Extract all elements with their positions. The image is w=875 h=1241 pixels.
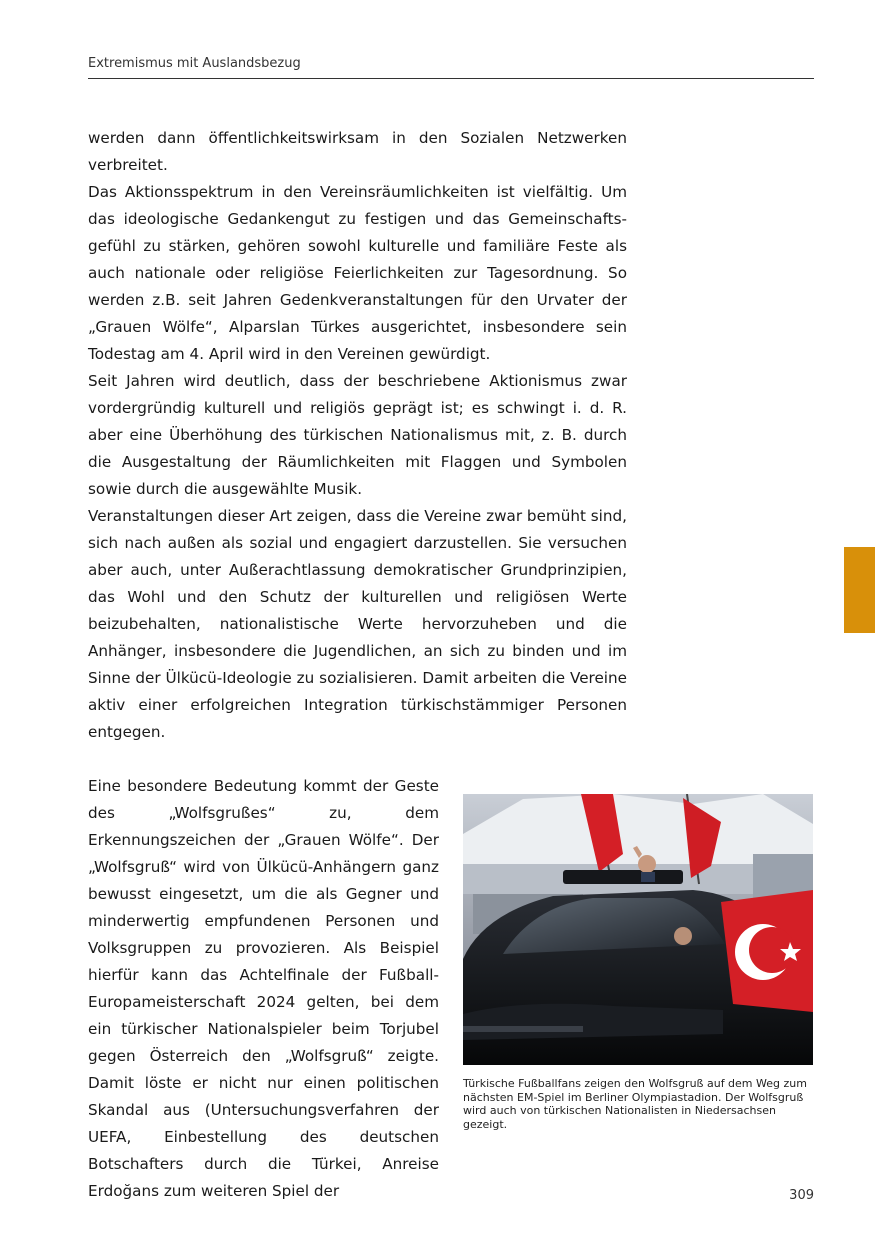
photo-caption: Türkische Fußballfans zeigen den Wolfsgruß auf dem Weg zum nächsten EM-Spiel im Berliner Olympiastadion. Der Wolfsgruß wird auch von türkischen Nationalisten in Niedersachsen gezeigt.: [463, 1077, 807, 1131]
running-header: Extremismus mit Auslandsbezug: [88, 56, 301, 71]
main-text-column: [88, 125, 627, 746]
photo-football-fans: [463, 794, 813, 1065]
sunroof: [563, 870, 683, 884]
chapter-side-tab: [844, 547, 875, 633]
paragraph-5: Eine besondere Bedeutung kommt der Geste des „Wolfsgrußes“ zu, dem Erkennungszeichen der „Grauen Wölfe“. Der „Wolfsgruß“ wird von Ülkücü-Anhängern ganz bewusst eingesetzt, um die als Gegner und minderwertig empfundenen Personen und Volksgruppen zu provozieren. Als Beispiel hierfür kann das Achtelfinale der Fußball-Europameisterschaft 2024 gelten, bei dem ein türkischer Nationalspieler beim Torjubel gegen Österreich den „Wolfsgruß“ zeigte. Damit löste er nicht nur einen politischen Skandal aus (Untersuchungsverfahren der UEFA, Einbestellung des deutschen Botschafters durch die Türkei, Anreise Erdoğans zum weiteren Spiel der: [88, 777, 439, 1200]
paragraph-2: Das Aktionsspektrum in den Vereinsräumlichkeiten ist vielfältig. Um das ideologische Gedankengut zu festigen und das Gemeinschaftsgefühl zu stärken, gehören sowohl kulturelle und familiäre Feste als auch nationale oder religiöse Feierlichkeiten zur Tagesordnung. So werden z.B. seit Jahren Gedenkveranstaltungen für den Urvater der „Grauen Wölfe“, Alparslan Türkes ausgerichtet, insbesondere sein Todestag am 4. April wird in den Vereinen gewürdigt.: [88, 183, 627, 363]
fan-head: [638, 855, 656, 873]
header-divider: [88, 78, 814, 79]
paragraph-4: Veranstaltungen dieser Art zeigen, dass die Vereine zwar bemüht sind, sich nach außen als sozial und engagiert darzustellen. Sie versuchen aber auch, unter Außerachtlassung demokratischer Grundprinzipien, das Wohl und den Schutz der kulturellen und religiösen Werte beizubehalten, nationalistische Werte hervorzuheben und die Anhänger, insbesondere die Jugendlichen, an sich zu binden und im Sinne der Ülkücü-Ideologie zu sozialisieren. Damit arbeiten die Vereine aktiv einer erfolgreichen Integration türkischstämmiger Personen entgegen.: [88, 507, 627, 741]
paragraph-3: Seit Jahren wird deutlich, dass der beschriebene Aktionismus zwar vordergründig kulturell und religiös geprägt ist; es schwingt i. d. R. aber eine Überhöhung des türkischen Nationalismus mit, z. B. durch die Ausgestaltung der Räumlichkeiten mit Flaggen und Symbolen sowie durch die ausgewählte Musik.: [88, 372, 627, 498]
page-number: 309: [789, 1188, 814, 1203]
wrapped-text-column: [88, 773, 439, 1205]
photo-illustration: [463, 794, 813, 1065]
paragraph-1: werden dann öffentlichkeitswirksam in den Sozialen Netzwerken verbreitet.: [88, 129, 627, 174]
driver-head: [674, 927, 692, 945]
